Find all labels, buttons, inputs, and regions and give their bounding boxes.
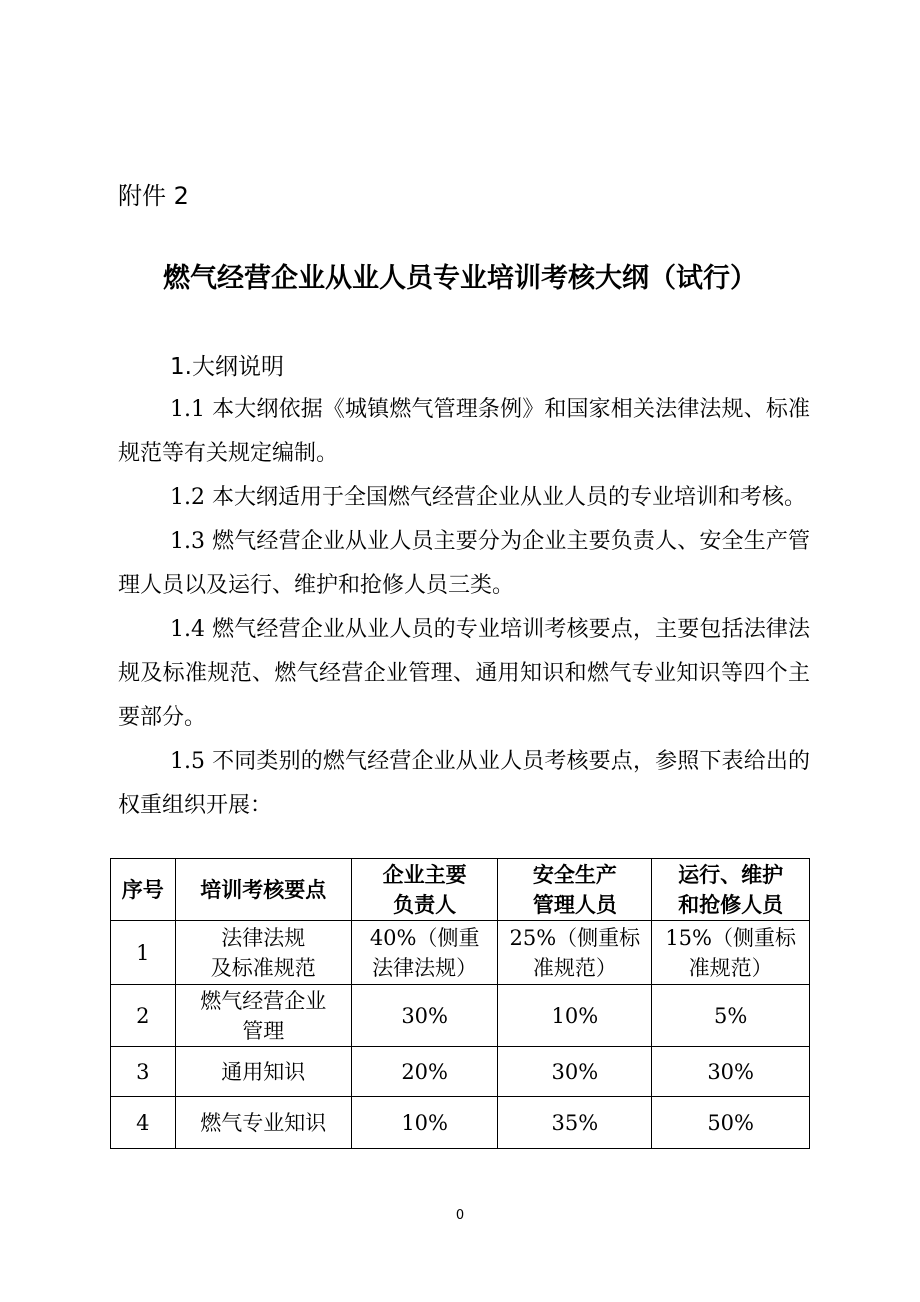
document-title: 燃气经营企业从业人员专业培训考核大纲（试行） bbox=[163, 263, 757, 294]
cell-safety-manager: 35% bbox=[498, 1097, 652, 1149]
cell-safety-manager: 10% bbox=[498, 985, 652, 1047]
cell-no: 2 bbox=[111, 985, 176, 1047]
paragraph-1-1: 1.1 本大纲依据《城镇燃气管理条例》和国家相关法律法规、标准规范等有关规定编制。 bbox=[118, 397, 810, 466]
header-principal: 企业主要 负责人 bbox=[351, 859, 497, 921]
cell-principal: 20% bbox=[351, 1047, 497, 1097]
cell-operations-staff: 30% bbox=[652, 1047, 810, 1097]
header-safety-manager: 安全生产 管理人员 bbox=[498, 859, 652, 921]
header-operations-staff: 运行、维护 和抢修人员 bbox=[652, 859, 810, 921]
paragraph-1-5: 1.5 不同类别的燃气经营企业从业人员考核要点，参照下表给出的权重组织开展： bbox=[118, 749, 810, 818]
cell-operations-staff: 50% bbox=[652, 1097, 810, 1149]
page-number: 0 bbox=[455, 1208, 465, 1223]
table-header-row bbox=[111, 859, 810, 921]
cell-no: 3 bbox=[111, 1047, 176, 1097]
cell-topic: 法律法规 及标准规范 bbox=[175, 921, 351, 985]
cell-topic: 燃气经营企业 管理 bbox=[175, 985, 351, 1047]
section-heading: 1.大纲说明 bbox=[170, 354, 284, 380]
cell-safety-manager: 25%（侧重标 准规范） bbox=[498, 921, 652, 985]
cell-principal: 40%（侧重 法律法规） bbox=[351, 921, 497, 985]
table-row bbox=[111, 921, 810, 985]
header-no: 序号 bbox=[111, 859, 176, 921]
paragraph-1-4: 1.4 燃气经营企业从业人员的专业培训考核要点，主要包括法律法规及标准规范、燃气经营企业管理、通用知识和燃气专业知识等四个主要部分。 bbox=[118, 617, 810, 730]
header-topic: 培训考核要点 bbox=[175, 859, 351, 921]
cell-topic: 燃气专业知识 bbox=[175, 1097, 351, 1149]
paragraphs bbox=[118, 388, 810, 828]
cell-topic: 通用知识 bbox=[175, 1047, 351, 1097]
paragraph-1-3: 1.3 燃气经营企业从业人员主要分为企业主要负责人、安全生产管理人员以及运行、维护和抢修人员三类。 bbox=[118, 529, 810, 598]
table-row bbox=[111, 1047, 810, 1097]
table-row bbox=[111, 1097, 810, 1149]
paragraph-1-2: 1.2 本大纲适用于全国燃气经营企业从业人员的专业培训和考核。 bbox=[170, 485, 806, 510]
cell-no: 1 bbox=[111, 921, 176, 985]
cell-principal: 30% bbox=[351, 985, 497, 1047]
cell-no: 4 bbox=[111, 1097, 176, 1149]
table-row bbox=[111, 985, 810, 1047]
cell-principal: 10% bbox=[351, 1097, 497, 1149]
weight-table bbox=[110, 858, 810, 1149]
attachment-label: 附件 2 bbox=[118, 182, 189, 210]
cell-operations-staff: 5% bbox=[652, 985, 810, 1047]
cell-operations-staff: 15%（侧重标 准规范） bbox=[652, 921, 810, 985]
cell-safety-manager: 30% bbox=[498, 1047, 652, 1097]
